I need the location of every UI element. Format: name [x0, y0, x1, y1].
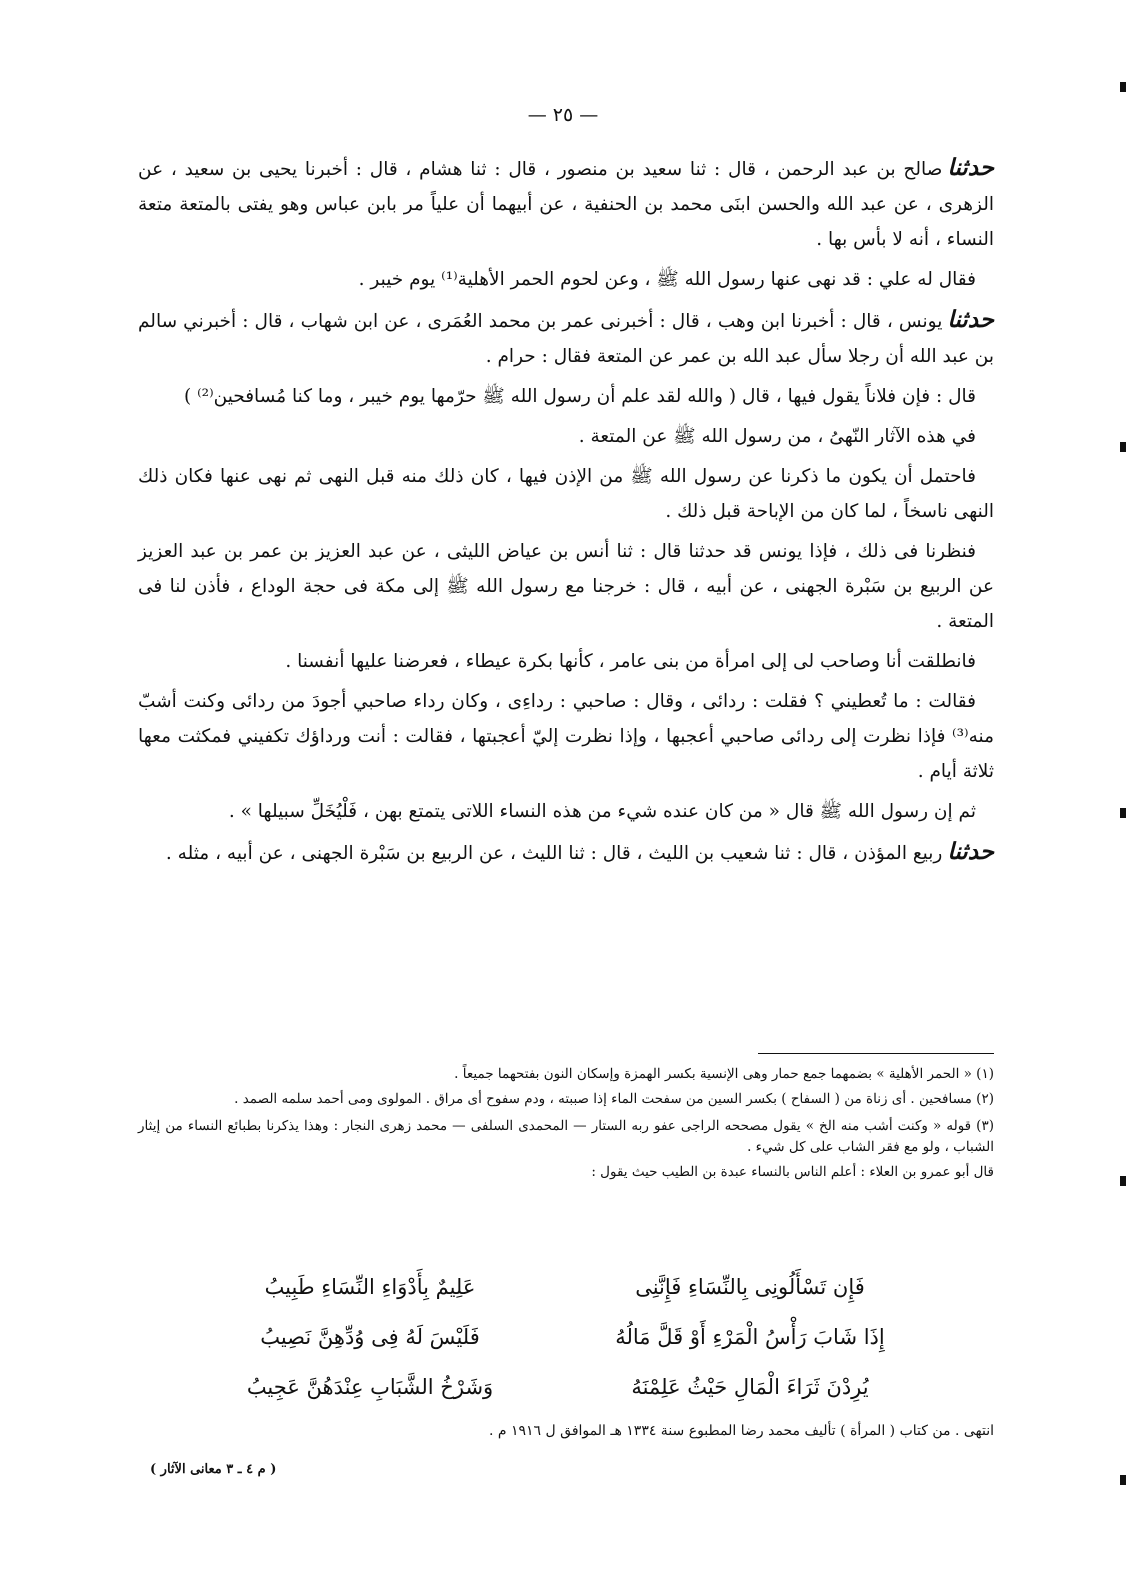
footnote-2: (٢) مسافحين . أى زناة من ( السفاح ) بكسر السين من سفحت الماء إذا صببته ، ودم سفوح أى مراق . المولوى ومى أحمد سلمه الصمد . [234, 1091, 994, 1107]
poem-second-hemistich: فَلَيْسَ لَهُ فِى وُدِّهِنَّ نَصِيبُ [260, 1325, 480, 1349]
paragraph-1 [138, 150, 994, 257]
paragraph-text: فقالت : ما تُعطيني ؟ فقلت : ردائى ، وقال : صاحبي : رداءِى ، وكان رداء صاحبي أجودَ من ردائى وكنت أشبّ منه⁽³⁾ فإذا نظرت إلى ردائى صاحبي أعجبها ، وإذا نظرت إليّ أعجبتها ، فقالت : أنت ورداؤك تكفيني فمكثت معها ثلاثة أيام . [138, 691, 994, 782]
paragraph-3 [138, 302, 994, 374]
paragraph-11 [138, 834, 994, 871]
printer-signature: ( م ٤ ـ ٣ معانى الآثار ) [150, 1462, 277, 1477]
poem-second-hemistich: عَلِيمٌ بِأَدْوَاءِ النِّسَاءِ طَبِيبُ [264, 1275, 476, 1299]
poem-second-hemistich: وَشَرْخُ الشَّبَابِ عِنْدَهُنَّ عَجِيبُ [246, 1375, 494, 1399]
poem-verse [200, 1362, 920, 1412]
paragraph-text: في هذه الآثار النّهىُ ، من رسول الله ﷺ عن المتعة . [578, 426, 976, 447]
scan-edge-mark [1120, 808, 1126, 818]
footnote-1: (١) « الحمر الأهلية » بضمهما جمع حمار وهى الإنسية بكسر الهمزة وإسكان النون بفتحهما جميعاً . [454, 1066, 994, 1082]
poem-verse [200, 1262, 920, 1312]
paragraph-text: فقال له علي : قد نهى عنها رسول الله ﷺ ، وعن لحوم الحمر الأهلية⁽¹⁾ يوم خيبر . [358, 269, 976, 290]
paragraph-text: ثم إن رسول الله ﷺ قال « من كان عنده شيء من هذه النساء اللاتى يتمتع بهن ، فَلْيُخَلِّ سبيلها » . [228, 801, 976, 822]
paragraph-text: يونس ، قال : أخبرنا ابن وهب ، قال : أخبرنى عمر بن محمد العُمَرى ، عن ابن شهاب ، قال : أخبرني سالم بن عبد الله أن رجلا سأل عبد الله بن عمر عن المتعة فقال : حرام . [138, 311, 994, 367]
scan-edge-mark [1120, 1475, 1126, 1485]
poem-verse [200, 1312, 920, 1362]
keyword-haddathana: حدثنا [947, 838, 994, 865]
paragraph-2 [138, 262, 994, 297]
paragraph-6 [138, 459, 994, 529]
paragraph-text: ربيع المؤذن ، قال : ثنا شعيب بن الليث ، قال : ثنا الليث ، عن الربيع بن سَبْرة الجهنى ، عن أبيه ، مثله . [165, 843, 943, 864]
paragraph-text: فنظرنا فى ذلك ، فإذا يونس قد حدثنا قال : ثنا أنس بن عياض الليثى ، عن عبد العزيز بن عمر بن عبد العزيز عن الربيع بن سَبْرة الجهنى ، عن أبيه ، قال : خرجنا مع رسول الله ﷺ إلى مكة فى حجة الوداع ، فأذن لنا فى المتعة . [138, 541, 994, 632]
paragraph-text: صالح بن عبد الرحمن ، قال : ثنا سعيد بن منصور ، قال : ثنا هشام ، قال : أخبرنا يحيى بن سعيد ، عن الزهرى ، عن عبد الله والحسن ابنَى محمد بن الحنفية ، عن أبيهما أن علياً مر بابن عباس وهو يفتى بالمتعة متعة النساء ، أنه لا بأس بها . [138, 159, 994, 250]
paragraph-10 [138, 794, 994, 829]
poem-intro: قال أبو عمرو بن العلاء : أعلم الناس بالنساء عبدة بن الطيب حيث يقول : [591, 1164, 994, 1180]
paragraph-5 [138, 419, 994, 454]
poem-first-hemistich: إِذَا شَابَ رَأْسُ الْمَرْءِ أَوْ قَلَّ مَالُهُ [615, 1325, 885, 1349]
keyword-haddathana: حدثنا [947, 154, 994, 181]
page-number: — ٢٥ — [527, 104, 599, 126]
paragraph-8 [138, 644, 994, 679]
scan-edge-mark [1120, 82, 1126, 92]
paragraph-7 [138, 534, 994, 639]
paragraph-text: قال : فإن فلاناً يقول فيها ، قال ( والله لقد علم أن رسول الله ﷺ حرّمها يوم خيبر ، وما كنا مُسافحين⁽²⁾ ) [183, 386, 976, 407]
poem-first-hemistich: يُرِدْنَ ثَرَاءَ الْمَالِ حَيْثُ عَلِمْنَهُ [631, 1375, 869, 1399]
poem-first-hemistich: فَإِن تَسْأَلُونِى بِالنِّسَاءِ فَإِنَّنِى [635, 1275, 865, 1299]
paragraph-4 [138, 379, 994, 414]
footnotes [138, 1064, 994, 1187]
scan-edge-mark [1120, 442, 1126, 452]
source-note: انتهى . من كتاب ( المرأة ) تأليف محمد رضا المطبوع سنة ١٣٣٤ هـ الموافق ل ١٩١٦ م . [488, 1423, 994, 1439]
poem [200, 1262, 920, 1412]
main-text [138, 150, 994, 876]
footnote-3: (٣) قوله « وكنت أشب منه الخ » يقول مصححه الراجى عفو ربه الستار — المحمدى السلفى — محمد زهرى النجار : وهذا يذكرنا بطبائع النساء من إيثار الشباب ، ولو مع فقر الشاب على كل شيء . [138, 1118, 994, 1155]
keyword-haddathana: حدثنا [947, 306, 994, 333]
scan-edge-mark [1120, 1176, 1126, 1186]
footnote-divider [758, 1053, 994, 1054]
paragraph-9 [138, 684, 994, 789]
paragraph-text: فاحتمل أن يكون ما ذكرنا عن رسول الله ﷺ من الإذن فيها ، كان ذلك منه قبل النهى ثم نهى عنها فكان ذلك النهى ناسخاً ، لما كان من الإباحة قبل ذلك . [138, 466, 994, 522]
paragraph-text: فانطلقت أنا وصاحب لى إلى امرأة من بنى عامر ، كأنها بكرة عيطاء ، فعرضنا عليها أنفسنا . [285, 651, 976, 672]
